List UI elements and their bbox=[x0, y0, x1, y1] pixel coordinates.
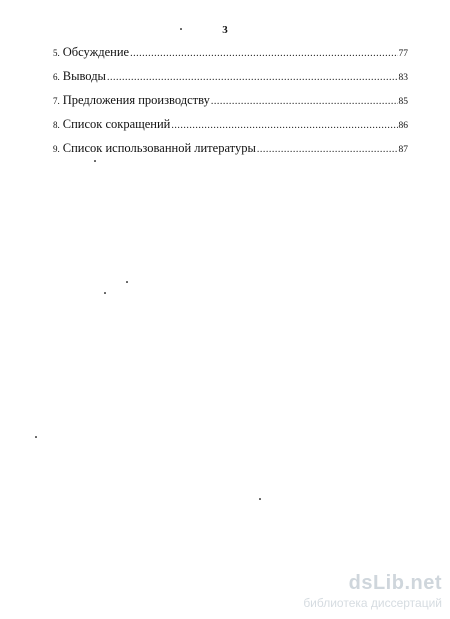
toc-entry-page: 86 bbox=[398, 121, 408, 131]
toc-entry bbox=[53, 112, 408, 136]
toc-entry-title: Список сокращений bbox=[62, 117, 171, 131]
toc-dot-leader bbox=[130, 42, 397, 66]
toc-entry-title: Предложения производству bbox=[62, 93, 210, 107]
toc-entry-page: 83 bbox=[398, 73, 408, 83]
toc-entry bbox=[53, 64, 408, 88]
toc-entry-number: 5. bbox=[53, 48, 60, 58]
scan-speck bbox=[259, 498, 261, 500]
toc-dot-leader bbox=[171, 114, 397, 138]
toc-entry bbox=[53, 40, 408, 64]
scan-speck bbox=[126, 281, 128, 283]
toc-entry-page: 87 bbox=[398, 145, 408, 155]
toc-dot-leader bbox=[257, 138, 398, 162]
toc-entry-number: 9. bbox=[53, 144, 60, 154]
table-of-contents bbox=[53, 40, 408, 160]
toc-entry bbox=[53, 136, 408, 160]
scan-speck bbox=[180, 28, 182, 30]
scan-speck bbox=[94, 160, 96, 162]
scan-speck bbox=[35, 436, 37, 438]
toc-dot-leader bbox=[211, 90, 398, 114]
toc-entry-number: 6. bbox=[53, 72, 60, 82]
toc-entry-number: 7. bbox=[53, 96, 60, 106]
watermark-brand: dsLib.net bbox=[348, 572, 442, 594]
scan-speck bbox=[104, 292, 106, 294]
watermark bbox=[303, 573, 442, 609]
page-number: 3 bbox=[222, 24, 228, 36]
toc-entry-number: 8. bbox=[53, 120, 60, 130]
toc-entry-title: Обсуждение bbox=[62, 45, 130, 59]
toc-dot-leader bbox=[107, 66, 398, 90]
toc-entry-page: 85 bbox=[398, 97, 408, 107]
watermark-subtitle: библиотека диссертаций bbox=[303, 596, 442, 610]
toc-entry bbox=[53, 88, 408, 112]
toc-entry-title: Выводы bbox=[62, 69, 106, 83]
toc-entry-title: Список использованной литературы bbox=[62, 141, 256, 155]
toc-entry-page: 77 bbox=[398, 49, 408, 59]
